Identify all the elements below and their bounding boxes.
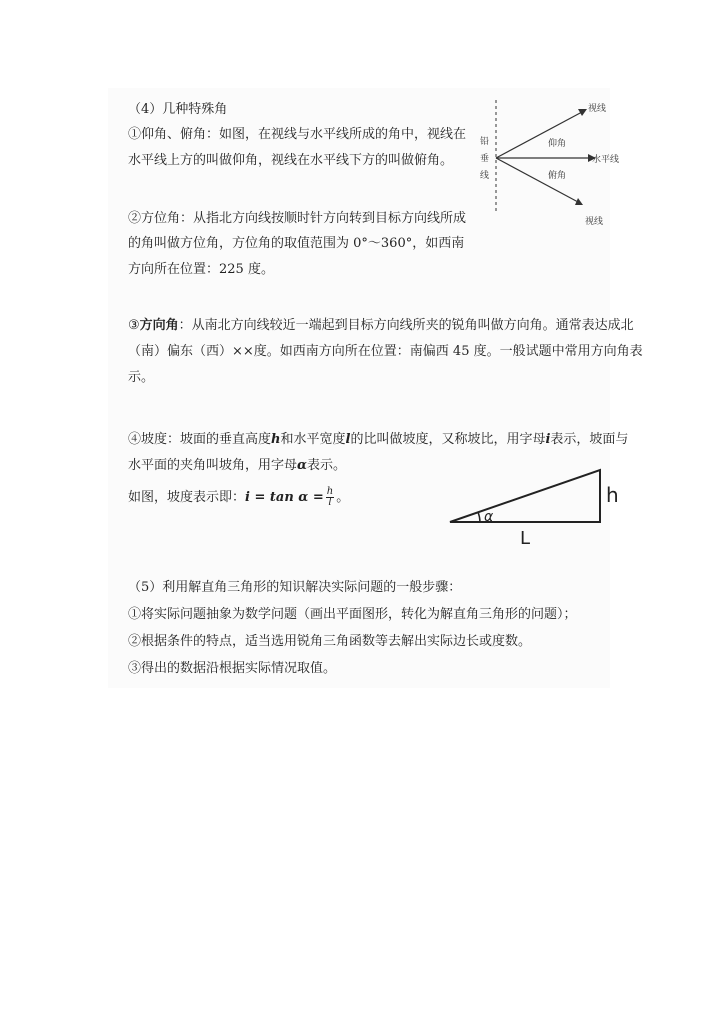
slope-fraction <box>326 487 334 508</box>
symbol-i: i <box>545 432 551 447</box>
depression-angle-label: 俯角 <box>548 171 567 181</box>
slope-text-line-2 <box>128 458 346 474</box>
direction-text-line-2: （南）偏东（西）××度。如西南方向所在位置：南偏西 45 度。一般试题中常用方向角表 <box>128 344 643 359</box>
symbol-h: h <box>271 432 281 447</box>
plumb-label-3: 线 <box>480 171 490 181</box>
sightline-top-label: 视线 <box>588 104 607 114</box>
slope-text-c: 的比叫做坡度，又称坡比，用字母 <box>350 432 546 447</box>
symbol-l: l <box>345 432 351 447</box>
slope-text-a: ④坡度：坡面的垂直高度 <box>128 432 272 447</box>
fraction-numerator: h <box>326 486 334 497</box>
slope-text-e: 水平面的夹角叫坡角，用字母 <box>128 458 298 473</box>
slope-text-end: 。 <box>336 490 350 505</box>
direction-prefix: ③ <box>128 318 140 333</box>
elevation-depression-diagram <box>470 96 620 226</box>
step-3: ③得出的数据沿根据实际情况取值。 <box>128 661 337 676</box>
direction-line-1-rest: ：从南北方向线较近一端起到目标方向线所夹的锐角叫做方向角。通常表达成北 <box>178 318 634 333</box>
slope-formula: i = tan α = <box>245 490 324 505</box>
step-2: ②根据条件的特点，适当选用锐角三角函数等去解出实际边长或度数。 <box>128 634 532 649</box>
base-l-label: L <box>520 528 531 548</box>
upper-sightline <box>496 112 582 158</box>
direction-text-line-3: 示。 <box>128 370 155 385</box>
slope-text-line-3 <box>128 487 349 508</box>
bearing-text-line-2: 的角叫做方位角，方位角的取值范围为 0°～360°，如西南 <box>128 236 465 251</box>
plumb-label-1: 铅 <box>480 137 490 147</box>
elevation-text-line-2: 水平线上方的叫做仰角，视线在水平线下方的叫做俯角。 <box>128 153 454 168</box>
section-4-heading: （4）几种特殊角 <box>128 102 228 117</box>
elevation-angle-label: 仰角 <box>548 139 567 149</box>
slope-text-g: 如图，坡度表示即： <box>128 490 246 505</box>
section-5-heading: （5）利用解直角三角形的知识解决实际问题的一般步骤： <box>128 580 462 595</box>
step-1: ①将实际问题抽象为数学问题（画出平面图形，转化为解直角三角形的问题）； <box>128 607 577 622</box>
slope-text-b: 和水平宽度 <box>280 432 346 447</box>
fraction-denominator: l <box>328 497 332 508</box>
symbol-alpha: α <box>297 458 308 473</box>
height-h-label: h <box>606 483 619 507</box>
slope-triangle-diagram <box>440 462 630 548</box>
slope-text-f: 表示。 <box>307 458 347 473</box>
direction-text-line-1 <box>128 318 634 334</box>
slope-text-d: 表示，坡面与 <box>550 432 629 447</box>
upper-sightline-arrow <box>578 109 587 116</box>
sightline-bottom-label: 视线 <box>585 217 604 226</box>
bearing-text-line-3: 方向所在位置：225 度。 <box>128 262 274 277</box>
slope-triangle <box>450 470 600 522</box>
horizontal-label: 水平线 <box>592 155 620 165</box>
elevation-text-line-1: ①仰角、俯角：如图，在视线与水平线所成的角中，视线在 <box>128 127 467 142</box>
plumb-label-2: 垂 <box>480 154 490 164</box>
angle-arc <box>478 512 480 522</box>
angle-alpha-label: α <box>484 509 494 525</box>
bearing-text-line-1: ②方位角：从指北方向线按顺时针方向转到目标方向线所成 <box>128 211 467 226</box>
direction-term: 方向角 <box>139 318 179 333</box>
slope-text-line-1 <box>128 432 628 448</box>
